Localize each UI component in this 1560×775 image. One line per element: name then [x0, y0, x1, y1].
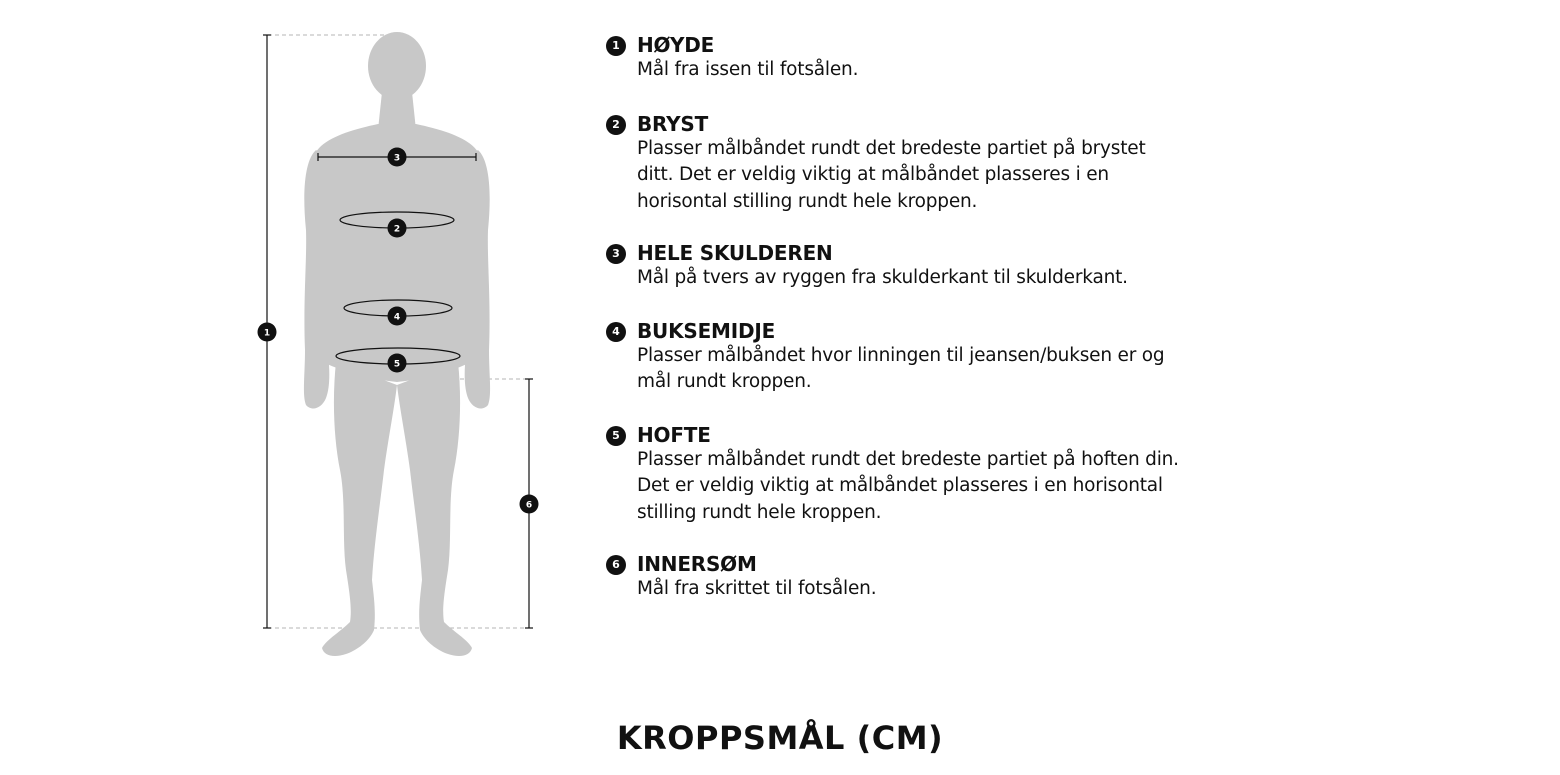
- svg-text:2: 2: [393, 224, 401, 235]
- svg-text:6: 6: [525, 500, 533, 511]
- measurement-title: HOFTE: [637, 422, 711, 447]
- measurement-description: Mål på tvers av ryggen fra skulderkant til skulderkant.: [637, 267, 1128, 288]
- hip-badge: [388, 354, 407, 373]
- measurement-item-hip: [606, 423, 1206, 527]
- height-badge: [258, 323, 277, 342]
- chest-badge: [388, 219, 407, 238]
- number-badge: 5: [606, 426, 626, 446]
- number-badge: 4: [606, 322, 626, 342]
- waist-badge: [388, 307, 407, 326]
- number-badge: 6: [606, 555, 626, 575]
- svg-text:3: 3: [393, 153, 401, 164]
- measurement-item-inseam: [606, 552, 1206, 603]
- measurement-title: BRYST: [637, 111, 709, 136]
- measurement-description: Plasser målbåndet hvor linningen til jeansen/buksen er og mål rundt kroppen.: [637, 344, 1165, 392]
- number-badge: 1: [606, 36, 626, 56]
- number-badge: 3: [606, 244, 626, 264]
- shoulder-badge: [388, 148, 407, 167]
- measurement-description: Plasser målbåndet rundt det bredeste partiet på hoften din. Det er veldig viktig at målbåndet plasseres i en horisontal stilling rundt hele kroppen.: [637, 448, 1179, 523]
- measurement-guide: [606, 33, 1206, 603]
- svg-text:4: 4: [393, 312, 401, 323]
- measurement-title: HELE SKULDEREN: [637, 241, 833, 265]
- measurement-item-waist: [606, 319, 1206, 396]
- measurement-title: INNERSØM: [637, 552, 757, 576]
- measurement-item-height: [606, 33, 1206, 84]
- measurement-item-chest: [606, 112, 1206, 216]
- svg-text:1: 1: [263, 328, 271, 339]
- measurement-description: Mål fra skrittet til fotsålen.: [637, 578, 877, 599]
- body-measurement-diagram: [0, 0, 620, 700]
- page-title: KROPPSMÅL (CM): [616, 719, 944, 757]
- measurement-item-shoulder: [606, 241, 1206, 292]
- measurement-description: Plasser målbåndet rundt det bredeste partiet på brystet ditt. Det er veldig viktig at målbåndet plasseres i en horisontal stilling rundt hele kroppen.: [637, 137, 1146, 212]
- measurement-title: BUKSEMIDJE: [637, 318, 776, 343]
- measurement-description: Mål fra issen til fotsålen.: [637, 59, 859, 80]
- body-silhouette: [304, 32, 490, 656]
- inseam-badge: [520, 495, 539, 514]
- measurement-title: HØYDE: [637, 33, 715, 57]
- svg-text:5: 5: [393, 359, 401, 370]
- number-badge: 2: [606, 115, 626, 135]
